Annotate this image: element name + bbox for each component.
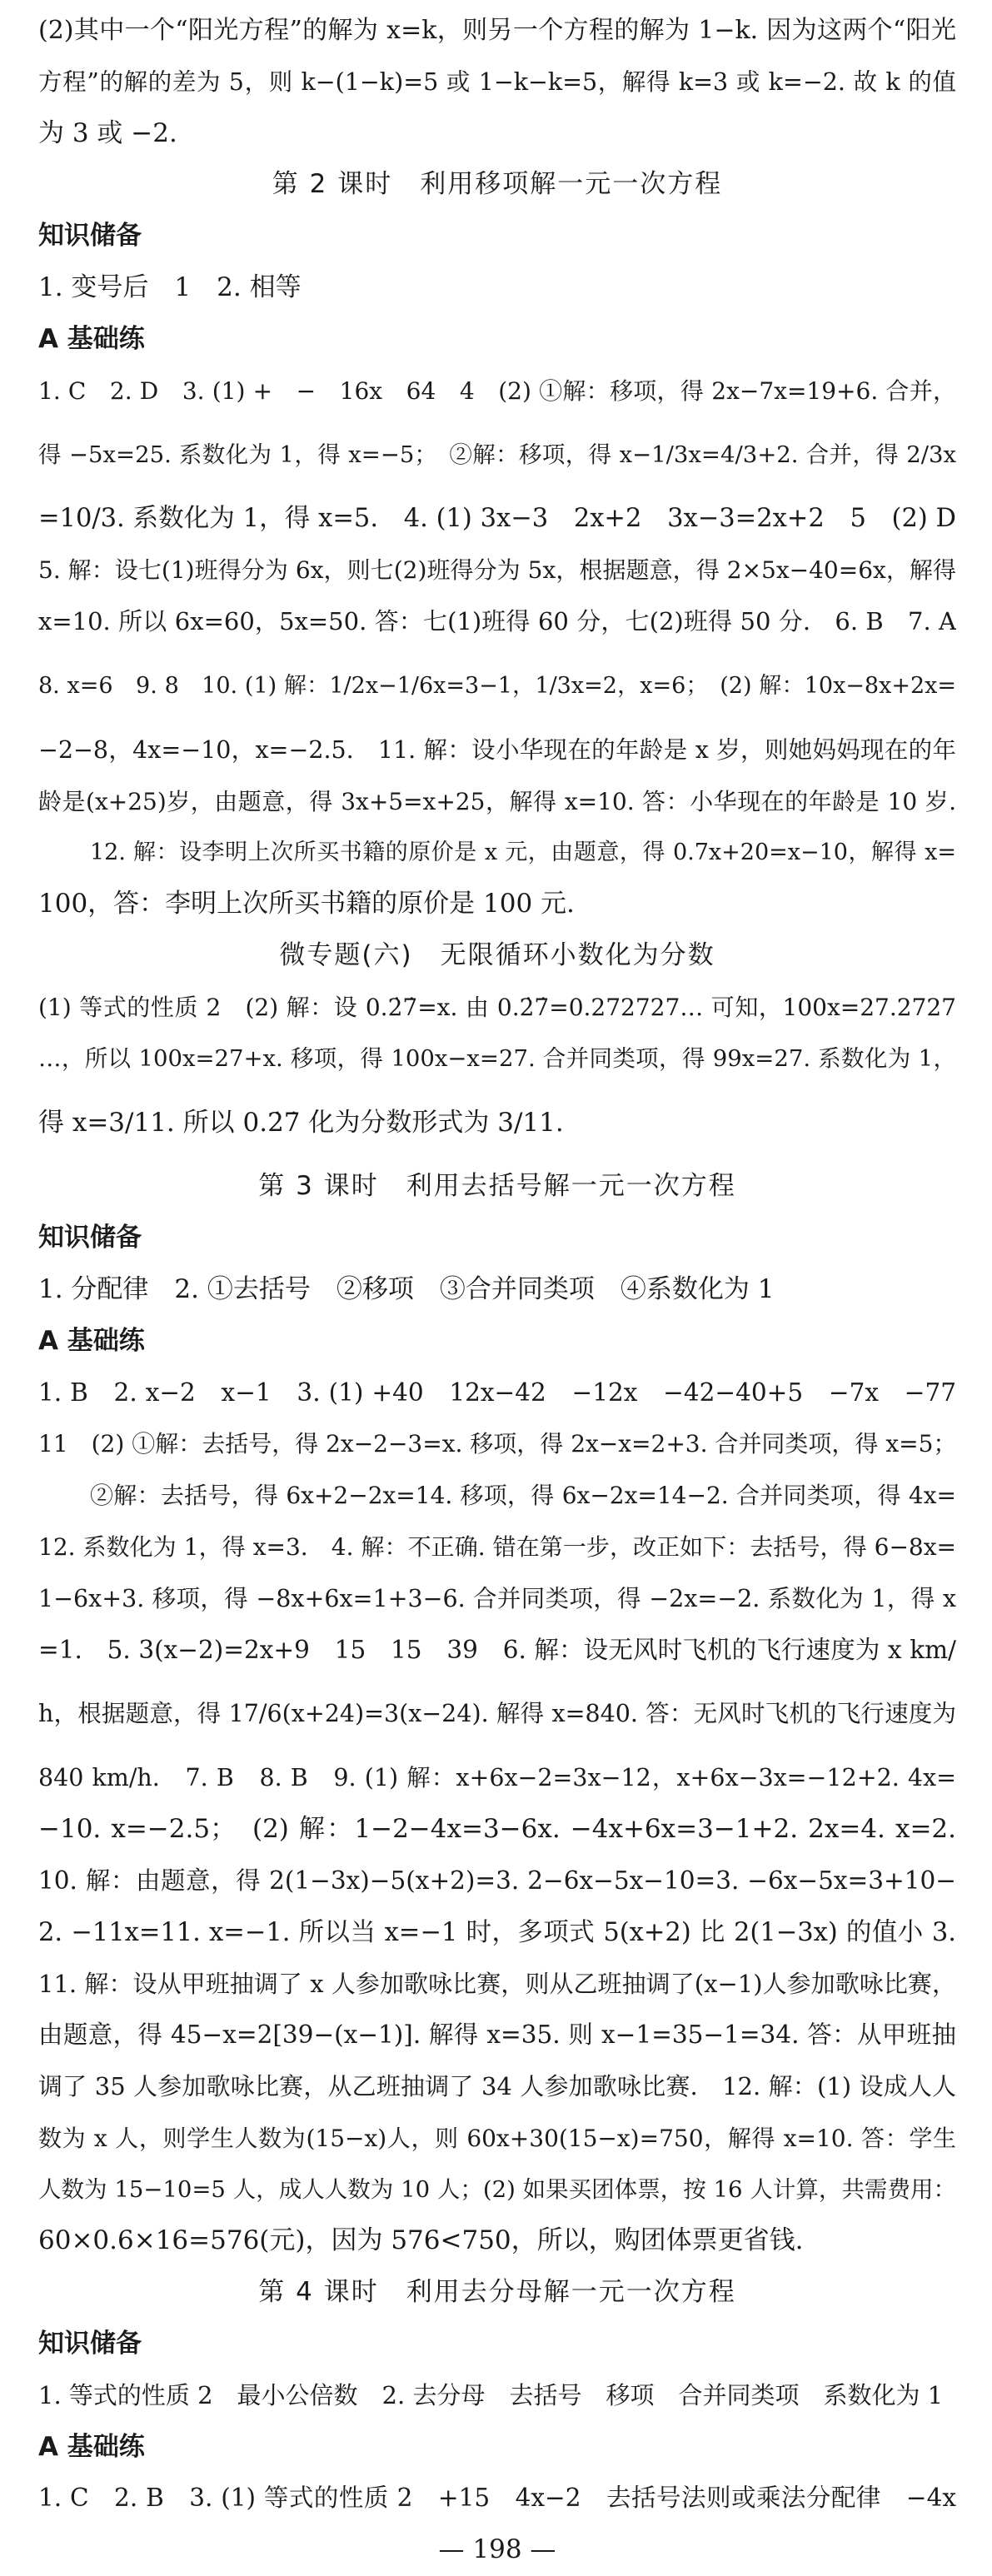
text-line: 11 (2) ①解：去括号，得 2x−2−3=x. 移项，得 2x−x=2+3. 合并同类项，得 x=5； bbox=[38, 1430, 956, 1458]
text-line: 11. 解：设从甲班抽调了 x 人参加歌咏比赛，则从乙班抽调了(x−1)人参加歌咏比赛， bbox=[38, 1969, 956, 1998]
text-line: 1. B 2. x−2 x−1 3. (1) +40 12x−42 −12x −42−40+5 −7x −77 bbox=[38, 1378, 956, 1407]
text-line: 1. 分配律 2. ①去括号 ②移项 ③合并同类项 ④系数化为 1 bbox=[38, 1273, 775, 1304]
answer-page bbox=[38, 5, 956, 2576]
text-line: 8. x=6 9. 8 10. (1) 解：1/2x−1/6x=3−1，1/3x=2，x=6； (2) 解：10x−8x+2x= bbox=[38, 672, 956, 699]
text-line: 1. C 2. D 3. (1) + − 16x 64 4 (2) ①解：移项，得 2x−7x=19+6. 合并， bbox=[38, 376, 956, 405]
text-line: 2. −11x=11. x=−1. 所以当 x=−1 时，多项式 5(x+2) 比 2(1−3x) 的值小 3. bbox=[38, 1917, 956, 1947]
subsection-heading: A 基础练 bbox=[38, 323, 145, 354]
text-line: (1) 等式的性质 2 (2) 解：设 0.2̇7̇=x. 由 0.2̇7̇=0.272727… 可知，100x=27.2727 bbox=[38, 993, 956, 1021]
subsection-heading: A 基础练 bbox=[38, 1325, 145, 1356]
text-line: 方程”的解的差为 5，则 k−(1−k)=5 或 1−k−k=5，解得 k=3 或 k=−2. 故 k 的值 bbox=[38, 67, 956, 96]
section-heading: 第 2 课时 利用移项解一元一次方程 bbox=[272, 169, 723, 200]
subsection-heading: 知识储备 bbox=[38, 2329, 142, 2359]
text-line: 龄是(x+25)岁，由题意，得 3x+5=x+25，解得 x=10. 答：小华现在的年龄是 10 岁. bbox=[38, 787, 956, 815]
text-line: 调了 35 人参加歌咏比赛，从乙班抽调了 34 人参加歌咏比赛. 12. 解：(1) 设成人人 bbox=[38, 2072, 956, 2101]
text-line: (2)其中一个“阳光方程”的解为 x=k，则另一个方程的解为 1−k. 因为这两个“阳光 bbox=[38, 16, 956, 45]
text-line: 1. 变号后 1 2. 相等 bbox=[38, 272, 302, 302]
text-line: 由题意，得 45−x=2[39−(x−1)]. 解得 x=35. 则 x−1=35−1=34. 答：从甲班抽 bbox=[38, 2020, 956, 2050]
text-line: 10. 解：由题意，得 2(1−3x)−5(x+2)=3. 2−6x−5x−10=3. −6x−5x=3+10− bbox=[38, 1866, 956, 1895]
section-heading: 微专题(六) 无限循环小数化为分数 bbox=[279, 939, 715, 970]
section-heading: 第 4 课时 利用去分母解一元一次方程 bbox=[258, 2277, 736, 2308]
text-line: 60×0.6×16=576(元)，因为 576<750，所以，购团体票更省钱. bbox=[38, 2225, 804, 2256]
text-line: ②解：去括号，得 6x+2−2x=14. 移项，得 6x−2x=14−2. 合并同类项，得 4x= bbox=[90, 1482, 956, 1510]
subsection-heading: 知识储备 bbox=[38, 221, 142, 252]
text-line: 12. 系数化为 1，得 x=3. 4. 解：不正确. 错在第一步，改正如下：去括号，得 6−8x= bbox=[38, 1532, 956, 1561]
page-number: — 198 — bbox=[438, 2534, 556, 2565]
text-line: 1. C 2. B 3. (1) 等式的性质 2 +15 4x−2 去括号法则或乘法分配律 −4x bbox=[38, 2484, 956, 2513]
text-line: =1. 5. 3(x−2)=2x+9 15 15 39 6. 解：设无风时飞机的飞行速度为 x km/ bbox=[38, 1635, 956, 1664]
text-line: −10. x=−2.5； (2) 解：1−2−4x=3−6x. −4x+6x=3−1+2. 2x=4. x=2. bbox=[38, 1814, 956, 1845]
text-line: 得 −5x=25. 系数化为 1，得 x=−5； ②解：移项，得 x−1/3x=4/3+2. 合并，得 2/3x bbox=[38, 441, 956, 469]
text-line: −2−8，4x=−10，x=−2.5. 11. 解：设小华现在的年龄是 x 岁，则她妈妈现在的年 bbox=[38, 735, 956, 764]
text-line: …，所以 100x=27+x. 移项，得 100x−x=27. 合并同类项，得 99x=27. 系数化为 1， bbox=[38, 1044, 956, 1072]
text-line: 12. 解：设李明上次所买书籍的原价是 x 元，由题意，得 0.7x+20=x−10，解得 x= bbox=[90, 840, 956, 866]
text-line: 1−6x+3. 移项，得 −8x+6x=1+3−6. 合并同类项，得 −2x=−2. 系数化为 1，得 x bbox=[38, 1584, 956, 1612]
text-line: 为 3 或 −2. bbox=[38, 117, 177, 148]
text-line: 得 x=3/11. 所以 0.2̇7̇ 化为分数形式为 3/11. bbox=[38, 1108, 564, 1139]
text-line: 840 km/h. 7. B 8. B 9. (1) 解：x+6x−2=3x−12，x+6x−3x=−12+2. 4x= bbox=[38, 1764, 956, 1792]
text-line: 1. 等式的性质 2 最小公倍数 2. 去分母 去括号 移项 合并同类项 系数化为 1 bbox=[38, 2380, 944, 2409]
text-line: 数为 x 人，则学生人数为(15−x)人，则 60x+30(15−x)=750，解得 x=10. 答：学生 bbox=[38, 2124, 956, 2152]
text-line: 100，答：李明上次所买书籍的原价是 100 元. bbox=[38, 889, 575, 919]
subsection-heading: A 基础练 bbox=[38, 2431, 145, 2462]
text-line: 人数为 15−10=5 人，成人人数为 10 人；(2) 如果买团体票，按 16 人计算，共需费用： bbox=[38, 2175, 956, 2203]
subsection-heading: 知识储备 bbox=[38, 1223, 142, 1253]
section-heading: 第 3 课时 利用去括号解一元一次方程 bbox=[258, 1171, 736, 1202]
text-line: x=10. 所以 6x=60，5x=50. 答：七(1)班得 60 分，七(2)班得 50 分. 6. B 7. A bbox=[38, 606, 956, 635]
text-line: 5. 解：设七(1)班得分为 6x，则七(2)班得分为 5x，根据题意，得 2×5x−40=6x，解得 bbox=[38, 556, 956, 585]
text-line: =10/3. 系数化为 1，得 x=5. 4. (1) 3x−3 2x+2 3x−3=2x+2 5 (2) D bbox=[38, 504, 956, 534]
text-line: h，根据题意，得 17/6(x+24)=3(x−24). 解得 x=840. 答：无风时飞机的飞行速度为 bbox=[38, 1700, 956, 1728]
